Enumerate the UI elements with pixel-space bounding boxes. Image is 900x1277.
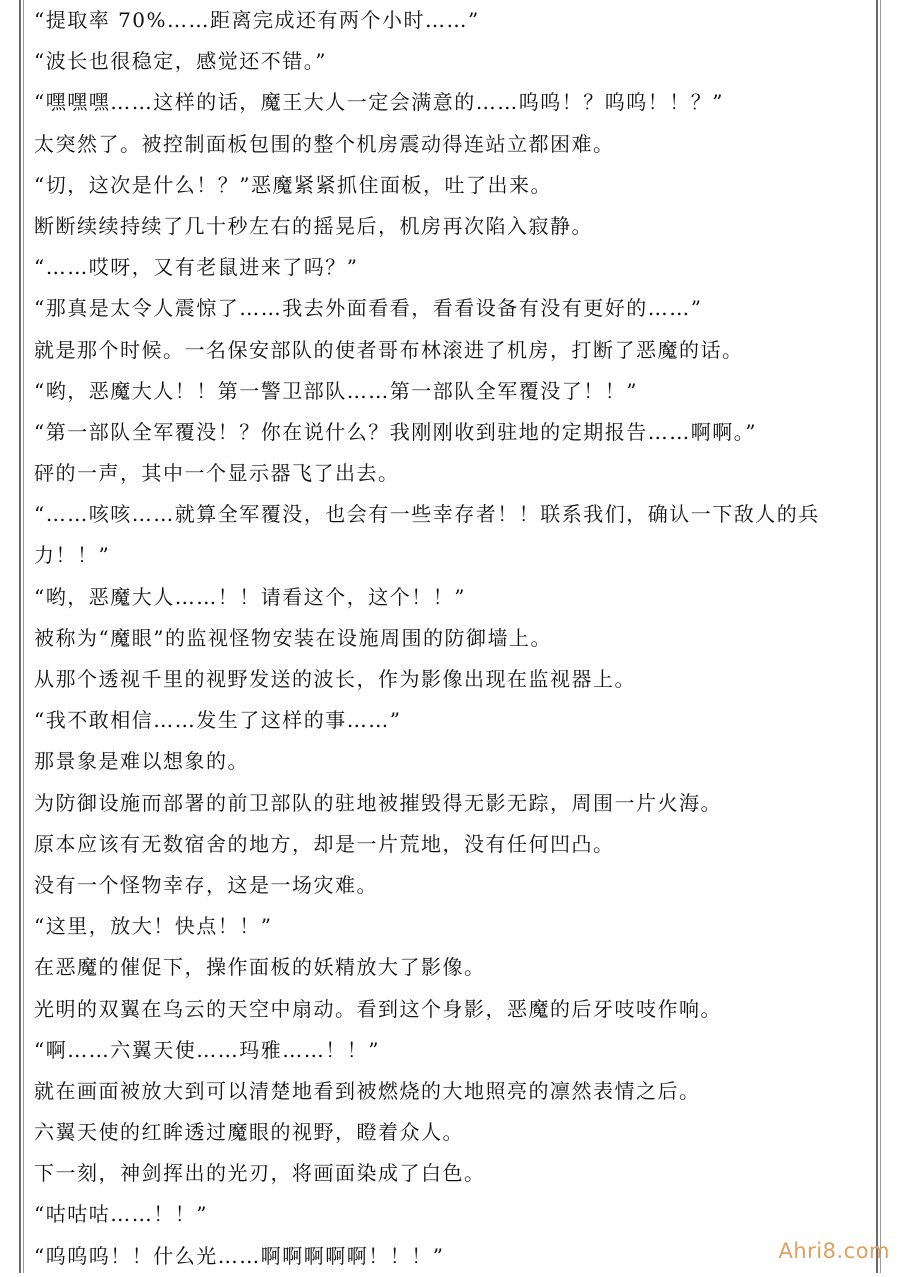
page-frame-left-inner-border — [23, 0, 24, 1273]
text-line: 断断续续持续了几十秒左右的摇晃后，机房再次陷入寂静。 — [34, 213, 593, 238]
text-line: “波长也很稳定，感觉还不错。” — [34, 49, 327, 74]
text-line: 六翼天使的红眸透过魔眼的视野，瞪着众人。 — [34, 1120, 464, 1145]
text-line: 力！！” — [34, 543, 111, 568]
text-line: “第一部队全军覆没！？你在说什么？我刚刚收到驻地的定期报告……啊啊。” — [34, 419, 757, 444]
text-line: “咕咕咕……！！” — [34, 1202, 208, 1227]
text-line: 为防御设施而部署的前卫部队的驻地被摧毁得无影无踪，周围一片火海。 — [34, 790, 722, 815]
text-line: 从那个透视千里的视野发送的波长，作为影像出现在监视器上。 — [34, 667, 636, 691]
text-line: 光明的双翼在乌云的天空中扇动。看到这个身影，恶魔的后牙吱吱作响。 — [34, 996, 722, 1021]
page-frame-left-border — [19, 0, 21, 1273]
text-line: 就是那个时候。一名保安部队的使者哥布林滚进了机房，打断了恶魔的话。 — [34, 337, 744, 362]
document-body — [34, 0, 870, 1277]
text-line: “我不敢相信……发生了这样的事……” — [34, 708, 402, 733]
text-line: “那真是太令人震惊了……我去外面看看，看看设备有没有更好的……” — [34, 296, 703, 321]
text-line: 下一刻，神剑挥出的光刃，将画面染成了白色。 — [34, 1161, 486, 1186]
text-line: “……咳咳……就算全军覆没，也会有一些幸存者！！联系我们，确认一下敌人的兵 — [34, 502, 820, 527]
text-line: “哟，恶魔大人……！！请看这个，这个！！” — [34, 584, 466, 609]
text-line: 砰的一声，其中一个显示器飞了出去。 — [34, 461, 400, 486]
text-line: “嘿嘿嘿……这样的话，魔王大人一定会满意的……呜呜！？呜呜！！？” — [34, 90, 724, 115]
page-frame-right-border — [876, 0, 878, 1273]
text-line: “……哎呀，又有老鼠进来了吗？” — [34, 255, 359, 280]
text-line: 没有一个怪物幸存，这是一场灾难。 — [34, 872, 378, 897]
text-line: “哟，恶魔大人！！第一警卫部队……第一部队全军覆没了！！” — [34, 378, 638, 403]
text-line: “这里，放大！快点！！” — [34, 914, 273, 939]
text-line: “啊……六翼天使……玛雅……！！” — [34, 1037, 380, 1062]
site-watermark: Ahri8.com — [778, 1239, 890, 1263]
text-line: 原本应该有无数宿舍的地方，却是一片荒地，没有任何凹凸。 — [34, 831, 615, 856]
text-line: 那景象是难以想象的。 — [34, 749, 249, 774]
text-line: “呜呜呜！！什么光……啊啊啊啊啊！！！” — [34, 1243, 445, 1268]
text-line: 就在画面被放大到可以清楚地看到被燃烧的大地照亮的凛然表情之后。 — [34, 1078, 701, 1103]
text-line: 被称为“魔眼”的监视怪物安装在设施周围的防御墙上。 — [34, 625, 552, 650]
text-line: “提取率 70%……距离完成还有两个小时……” — [34, 8, 480, 32]
text-line: 在恶魔的催促下，操作面板的妖精放大了影像。 — [34, 955, 486, 980]
text-line: 太突然了。被控制面板包围的整个机房震动得连站立都困难。 — [34, 131, 615, 156]
page-frame-right-inner-border — [880, 0, 881, 1273]
text-line: “切，这次是什么！？”恶魔紧紧抓住面板，吐了出来。 — [34, 172, 552, 197]
